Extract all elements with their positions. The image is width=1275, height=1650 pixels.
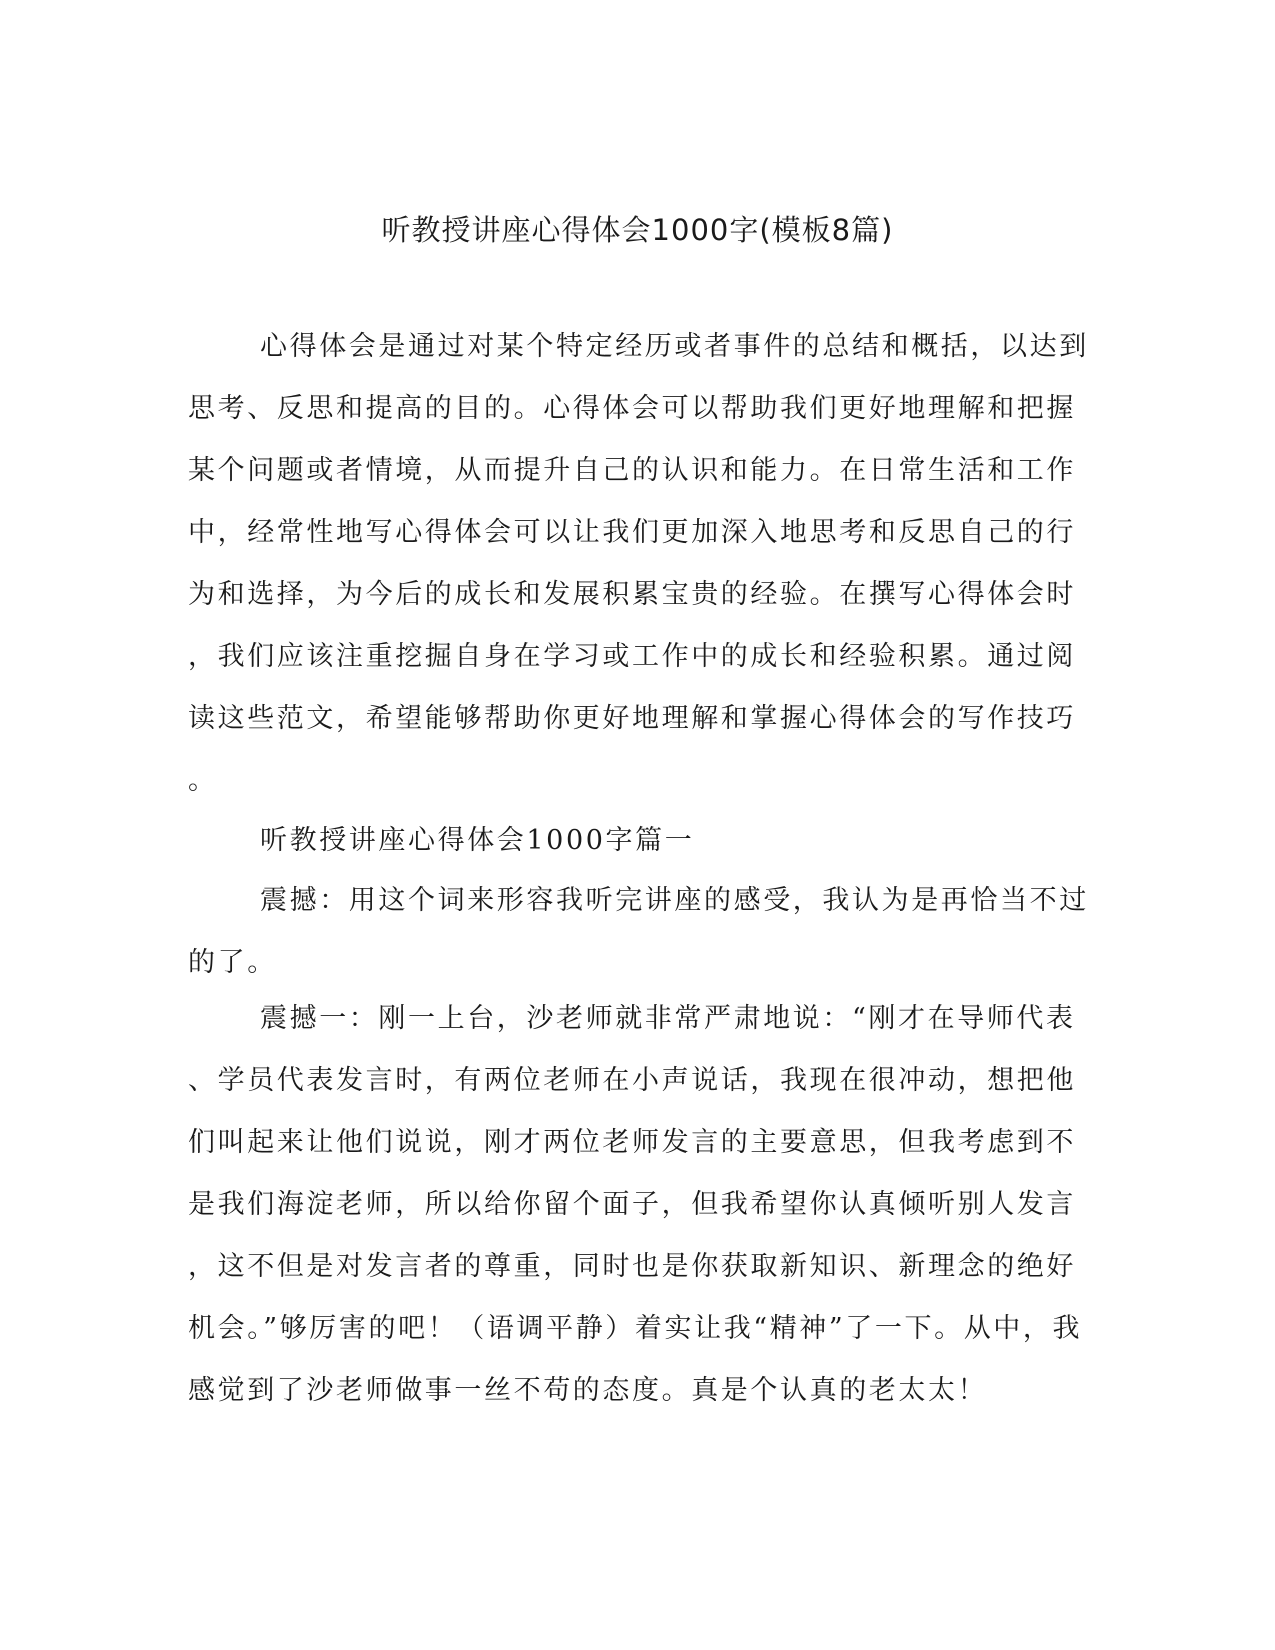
paragraph-line: 某个问题或者情境，从而提升自己的认识和能力。在日常生活和工作	[188, 455, 1076, 486]
paragraph-line: 震撼：用这个词来形容我听完讲座的感受，我认为是再恰当不过	[260, 885, 1089, 916]
paragraph-line: 心得体会是通过对某个特定经历或者事件的总结和概括，以达到	[260, 331, 1089, 362]
paragraph-line: 中，经常性地写心得体会可以让我们更加深入地思考和反思自己的行	[188, 517, 1076, 548]
paragraph-line: ，这不但是对发言者的尊重，同时也是你获取新知识、新理念的绝好	[188, 1251, 1076, 1282]
paragraph-line: 。	[188, 765, 218, 796]
paragraph-line: 读这些范文，希望能够帮助你更好地理解和掌握心得体会的写作技巧	[188, 703, 1076, 734]
paragraph-line: 、学员代表发言时，有两位老师在小声说话，我现在很冲动，想把他	[188, 1065, 1076, 1096]
paragraph-line: ，我们应该注重挖掘自身在学习或工作中的成长和经验积累。通过阅	[188, 641, 1076, 672]
paragraph-line: 机会。”够厉害的吧！（语调平静）着实让我“精神”了一下。从中，我	[188, 1313, 1083, 1344]
section-heading-text: 听教授讲座心得体会1000字篇一	[260, 825, 695, 856]
document-title: 听教授讲座心得体会1000字(模板8篇)	[381, 213, 894, 247]
paragraph-shock	[188, 870, 1089, 994]
paragraph-line: 为和选择，为今后的成长和发展积累宝贵的经验。在撰写心得体会时	[188, 579, 1076, 610]
paragraph-line: 感觉到了沙老师做事一丝不苟的态度。真是个认真的老太太！	[188, 1375, 988, 1406]
paragraph-line: 震撼一：刚一上台，沙老师就非常严肃地说：“刚才在导师代表	[260, 1003, 1076, 1034]
paragraph-line: 是我们海淀老师，所以给你留个面子，但我希望你认真倾听别人发言	[188, 1189, 1076, 1220]
paragraph-line: 思考、反思和提高的目的。心得体会可以帮助我们更好地理解和把握	[188, 393, 1076, 424]
section-heading	[188, 810, 1068, 872]
paragraph-line: 的了。	[188, 947, 277, 978]
paragraph-intro	[188, 316, 1089, 812]
paragraph-line: 们叫起来让他们说说，刚才两位老师发言的主要意思，但我考虑到不	[188, 1127, 1076, 1158]
paragraph-shock-one	[188, 988, 1083, 1422]
